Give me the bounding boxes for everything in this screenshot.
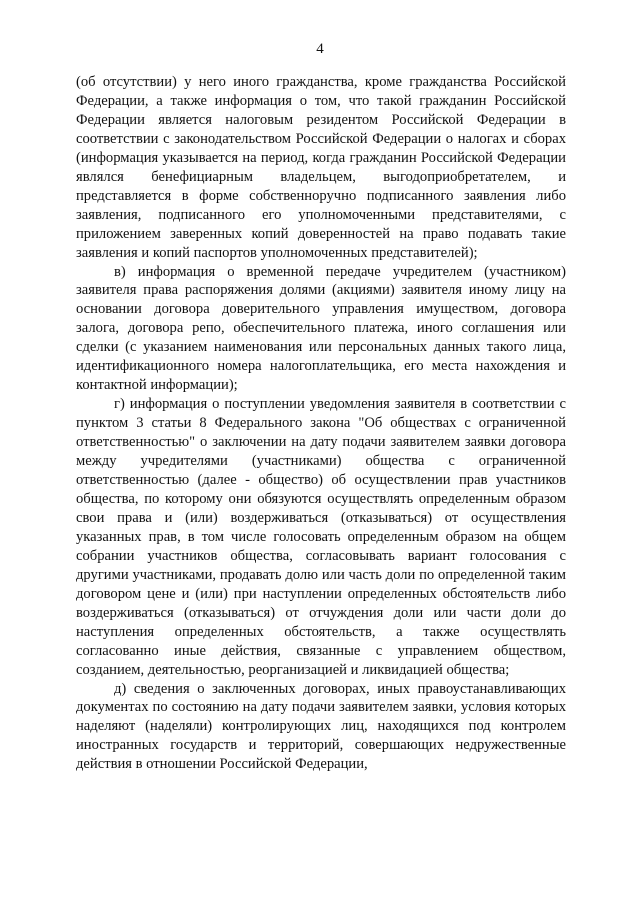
paragraph-citizenship-continuation: (об отсутствии) у него иного гражданства, кроме гражданства Российской Федерации, а также информация о том, что такой гражданин Российской Федерации является налоговым резидентом Российской Федерации в соответствии с законодательством Российской Федерации о налогах и сборах (информация указывается на период, когда гражданин Российской Федерации являлся бенефициарным владельцем, выгодоприобретателем, и представляется в форме собственноручно подписанного заявления либо заявления, подписанного его уполномоченными представителями, с приложением заверенных копий доверенностей на право подавать такие заявления и копий паспортов уполномоченных представителей);: [76, 74, 566, 261]
paragraph-d-concluded-contracts: д) сведения о заключенных договорах, иных правоустанавливающих документах по состоянию на дату подачи заявителем заявки, условия которых наделяют (наделяли) контролирующих лиц, находящихся под контролем иностранных государств и территорий, совершающих недружественные действия в отношении Российской Федерации,: [76, 680, 566, 773]
paragraph-g-llc-agreement: г) информация о поступлении уведомления заявителя в соответствии с пунктом 3 статьи 8 Федерального закона "Об обществах с ограниченной ответственностью" о заключении на дату подачи заявителем заявки договора между учредителями (участниками) общества с ограниченной ответственностью (далее - общество) об осуществлении прав участников общества, по которому они обязуются осуществлять определенным образом свои права и (или) воздерживаться (отказываться) от осуществления указанных прав, в том числе голосовать определенным образом на общем собрании участников общества, согласовывать вариант голосования с другими участниками, продавать долю или часть доли по определенной таким договором цене и (или) при наступлении определенных обстоятельств либо воздерживаться (отказываться) от отчуждения доли или части доли до наступления определенных обстоятельств, а также осуществлять согласованно иные действия, связанные с управлением обществом, созданием, деятельностью, реорганизацией и ликвидацией общества;: [76, 396, 566, 678]
page-number: 4: [316, 41, 324, 57]
paragraph-v-temporary-transfer: в) информация о временной передаче учредителем (участником) заявителя права распоряжения долями (акциями) заявителя иному лицу на основании договора доверительного управления имуществом, договора залога, договора репо, обеспечительного платежа, иного соглашения или сделки (с указанием наименования или персональных данных такого лица, идентификационного номера налогоплательщика, его места нахождения и контактной информации);: [76, 263, 566, 394]
document-body: [76, 73, 566, 774]
